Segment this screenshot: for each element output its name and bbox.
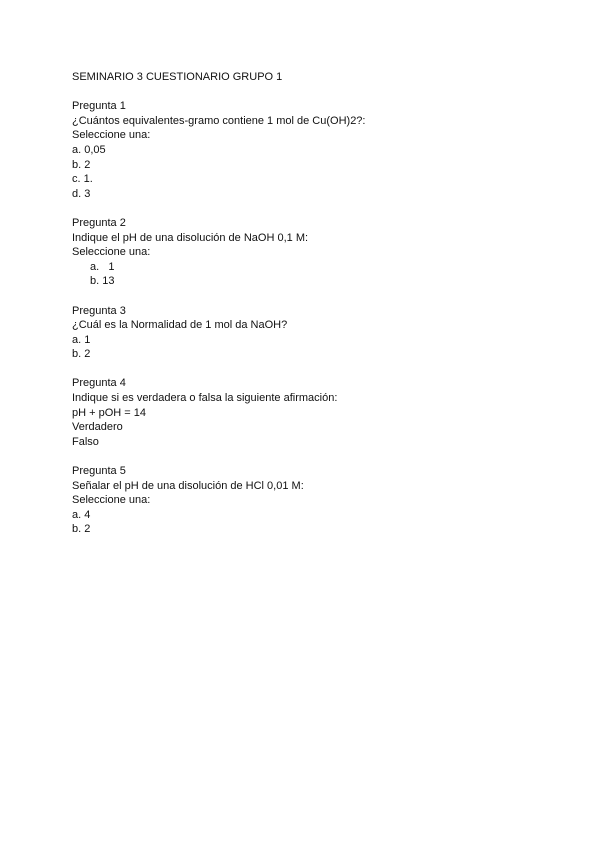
question-2	[72, 216, 542, 289]
question-text: ¿Cuál es la Normalidad de 1 mol da NaOH?	[72, 319, 288, 332]
question-text: Indique si es verdadera o falsa la siguiente afirmación:	[72, 392, 338, 405]
answer-option: b. 13	[90, 275, 115, 288]
question-1	[72, 99, 542, 201]
question-5	[72, 464, 542, 537]
question-4	[72, 376, 542, 449]
answer-option: b. 2	[72, 158, 91, 171]
question-instruction: Seleccione una:	[72, 129, 151, 142]
answer-option: a. 1	[90, 260, 115, 273]
document-title: SEMINARIO 3 CUESTIONARIO GRUPO 1	[72, 71, 283, 83]
question-heading: Pregunta 3	[72, 304, 126, 317]
answer-option: a. 0,05	[72, 143, 106, 156]
question-text: Señalar el pH de una disolución de HCl 0,01 M:	[72, 479, 304, 492]
question-text: ¿Cuántos equivalentes-gramo contiene 1 mol de Cu(OH)2?:	[72, 114, 366, 127]
answer-option: b. 2	[72, 523, 91, 536]
answer-option: d. 3	[72, 187, 91, 200]
question-instruction: Seleccione una:	[72, 246, 151, 259]
question-heading: Pregunta 2	[72, 216, 126, 229]
question-heading: Pregunta 1	[72, 100, 126, 113]
question-instruction: Seleccione una:	[72, 494, 151, 507]
question-heading: Pregunta 4	[72, 377, 126, 390]
question-3	[72, 304, 542, 362]
answer-option: Falso	[72, 435, 99, 448]
answer-option: c. 1.	[72, 173, 93, 186]
answer-option: b. 2	[72, 348, 91, 361]
document-content	[72, 70, 542, 552]
question-statement: pH + pOH = 14	[72, 406, 146, 419]
question-text: Indique el pH de una disolución de NaOH 0,1 M:	[72, 231, 309, 244]
answer-option: a. 4	[72, 508, 91, 521]
answer-option: Verdadero	[72, 421, 123, 434]
question-heading: Pregunta 5	[72, 465, 126, 478]
answer-option: a. 1	[72, 333, 91, 346]
